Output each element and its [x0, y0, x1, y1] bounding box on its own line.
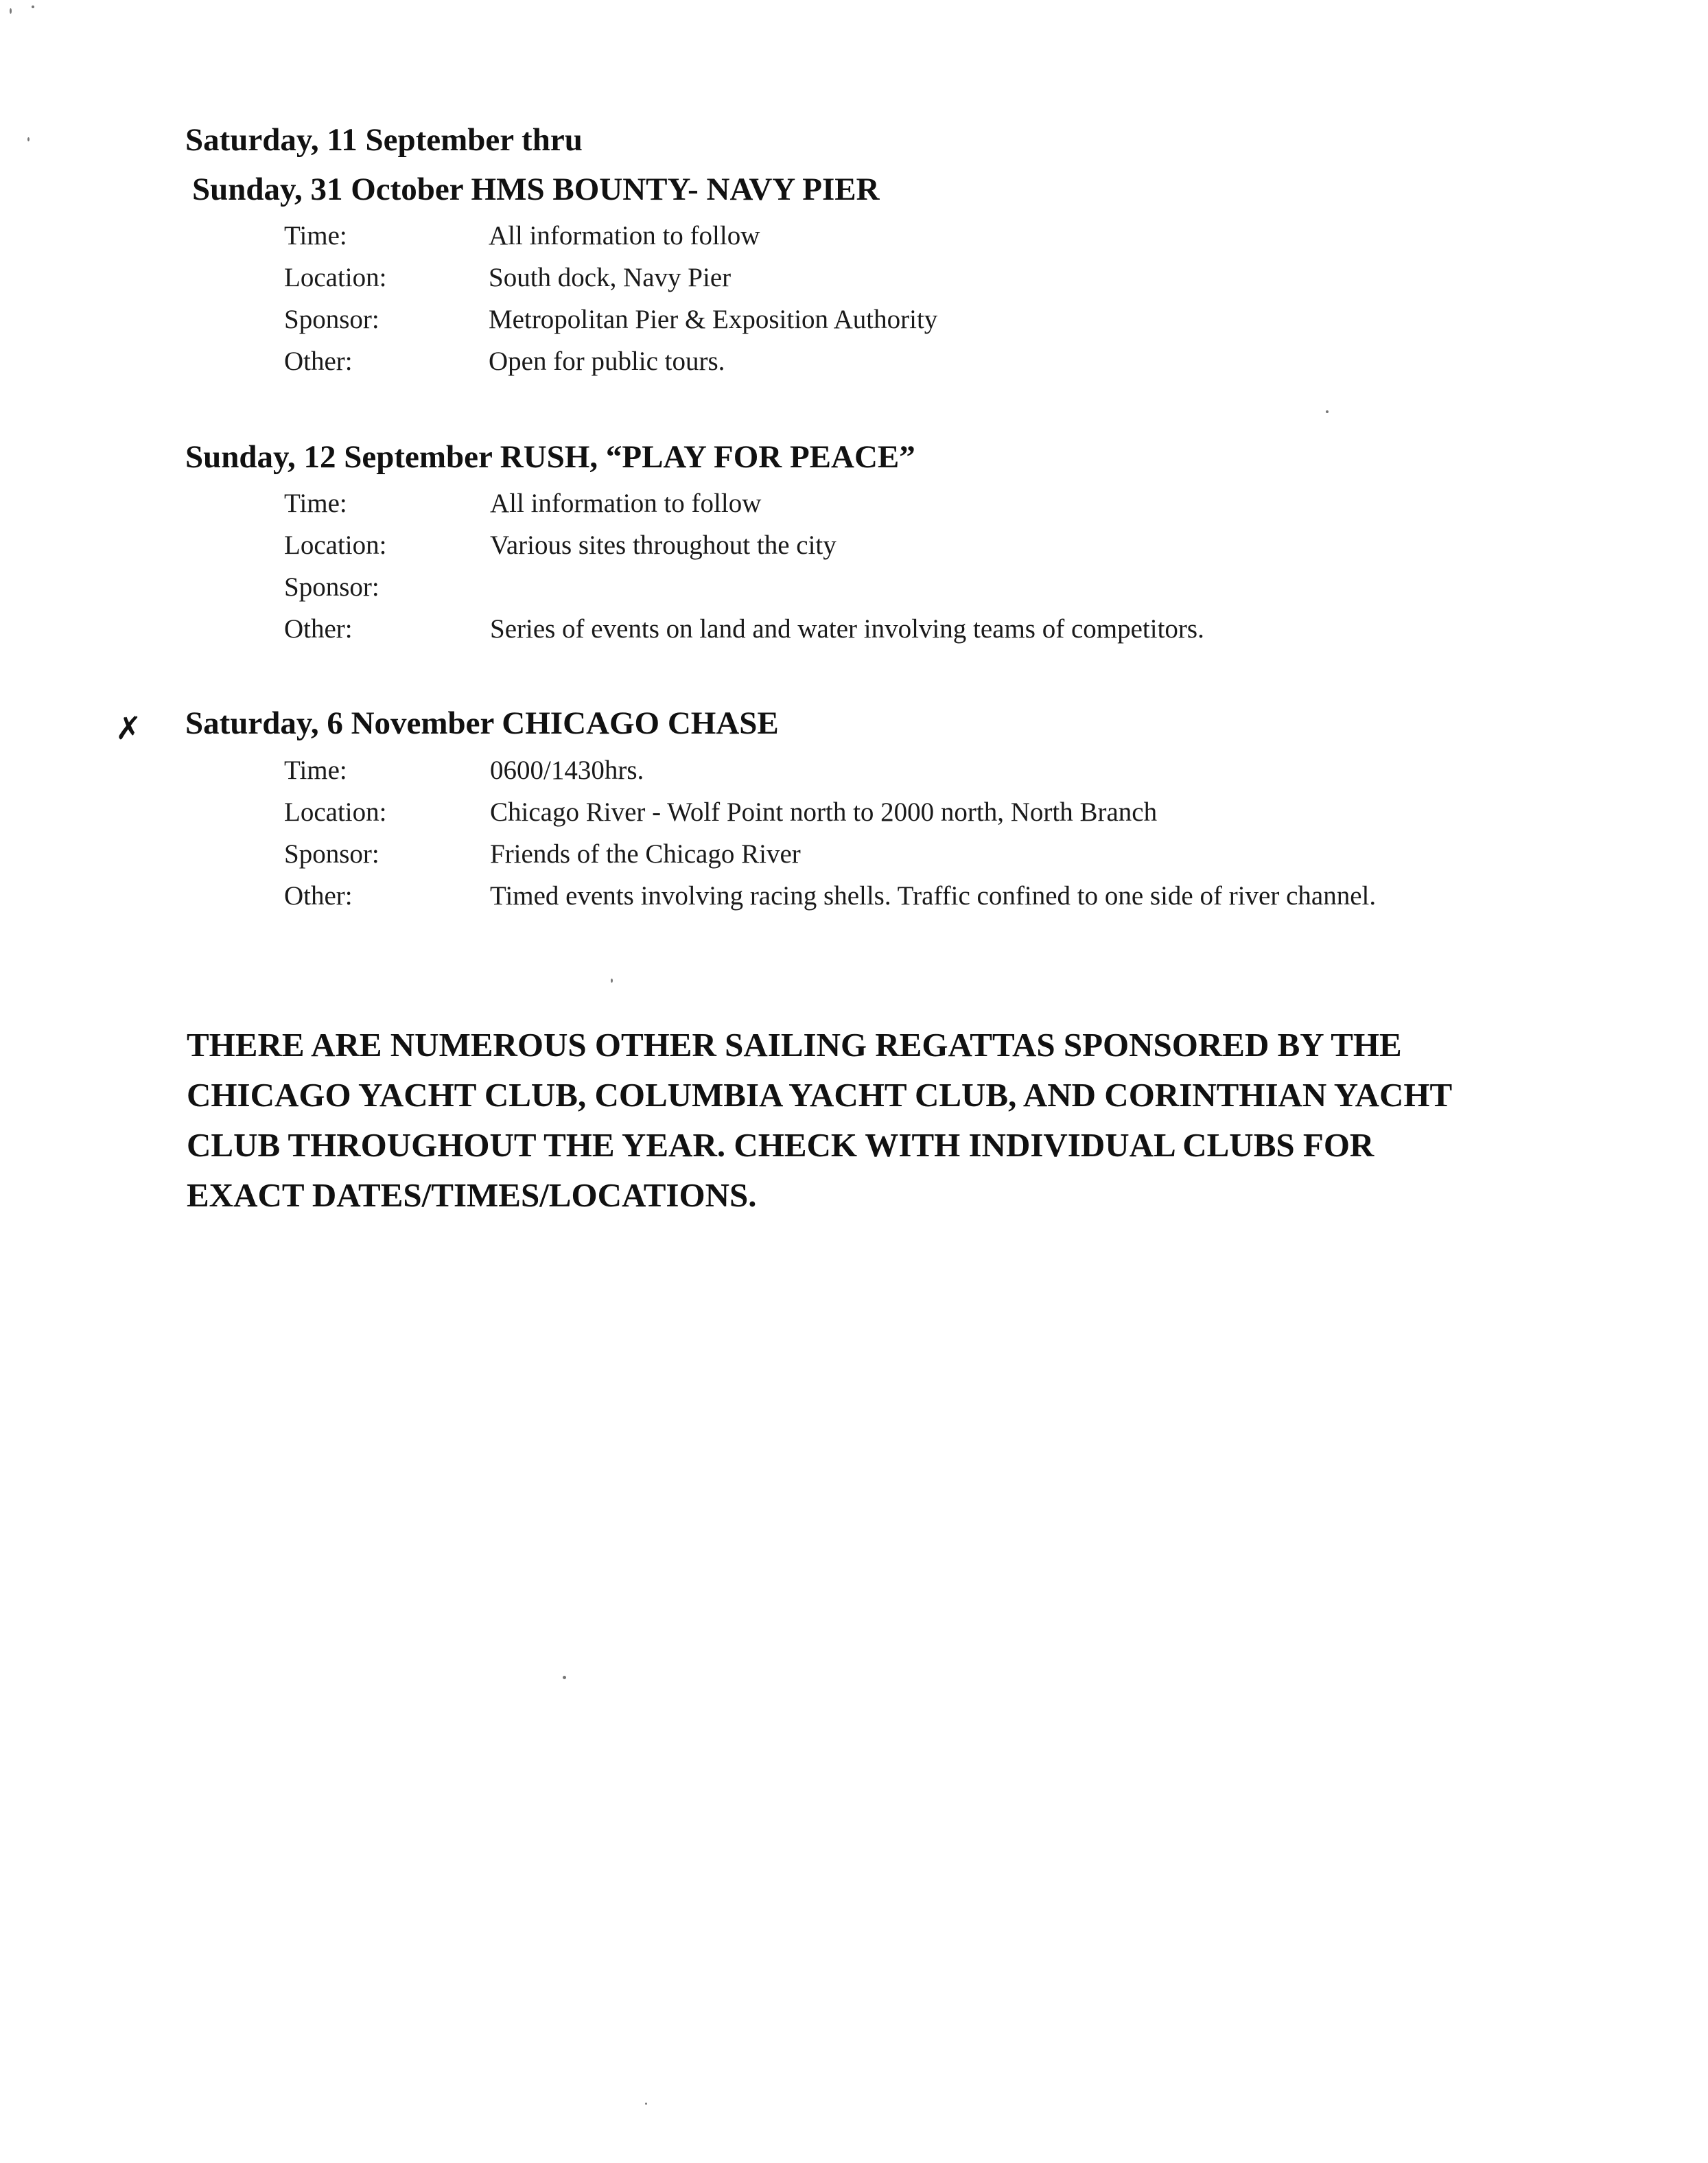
scan-speck — [1326, 410, 1329, 413]
location-label: Location: — [284, 530, 387, 560]
scan-speck — [27, 137, 30, 141]
event-1-heading-line-1: Saturday, 11 September thru — [185, 122, 583, 158]
sponsor-label: Sponsor: — [284, 839, 379, 869]
notice-line: EXACT DATES/TIMES/LOCATIONS. — [187, 1176, 757, 1214]
location-value: South dock, Navy Pier — [489, 263, 732, 292]
time-value: All information to follow — [489, 221, 760, 250]
handwritten-check-mark: ✗ — [115, 710, 142, 747]
time-value: All information to follow — [490, 489, 762, 518]
scan-speck — [563, 1676, 566, 1679]
scan-speck — [32, 5, 34, 8]
regatta-notice — [187, 1020, 1559, 1220]
other-label: Other: — [284, 881, 353, 911]
notice-line: CHICAGO YACHT CLUB, COLUMBIA YACHT CLUB, AND CORINTHIAN YACHT — [187, 1076, 1453, 1114]
sponsor-value: Friends of the Chicago River — [490, 839, 801, 869]
other-value: Open for public tours. — [489, 347, 725, 376]
notice-line: CLUB THROUGHOUT THE YEAR. CHECK WITH INDIVIDUAL CLUBS FOR — [187, 1126, 1374, 1164]
sponsor-value: Metropolitan Pier & Exposition Authority — [489, 305, 938, 334]
scan-speck — [611, 979, 613, 983]
location-value: Chicago River - Wolf Point north to 2000 north, North Branch — [490, 797, 1158, 827]
event-3-heading: Saturday, 6 November CHICAGO CHASE — [185, 705, 779, 741]
event-1-heading-line-2: Sunday, 31 October HMS BOUNTY- NAVY PIER — [192, 172, 880, 207]
location-label: Location: — [284, 263, 387, 292]
time-label: Time: — [284, 756, 347, 785]
scan-speck — [10, 8, 12, 14]
event-2-heading: Sunday, 12 September RUSH, “PLAY FOR PEACE” — [185, 439, 915, 475]
time-value: 0600/1430hrs. — [490, 756, 644, 785]
time-label: Time: — [284, 221, 347, 250]
time-label: Time: — [284, 489, 347, 518]
other-label: Other: — [284, 347, 353, 376]
other-value: Series of events on land and water involving teams of competitors. — [490, 614, 1204, 644]
sponsor-label: Sponsor: — [284, 305, 379, 334]
notice-line: THERE ARE NUMEROUS OTHER SAILING REGATTAS SPONSORED BY THE — [187, 1026, 1402, 1064]
sponsor-label: Sponsor: — [284, 572, 379, 602]
other-label: Other: — [284, 614, 353, 644]
location-label: Location: — [284, 797, 387, 827]
other-value: Timed events involving racing shells. Traffic confined to one side of river channel. — [490, 881, 1377, 911]
scan-speck — [645, 2103, 647, 2105]
location-value: Various sites throughout the city — [490, 530, 837, 560]
